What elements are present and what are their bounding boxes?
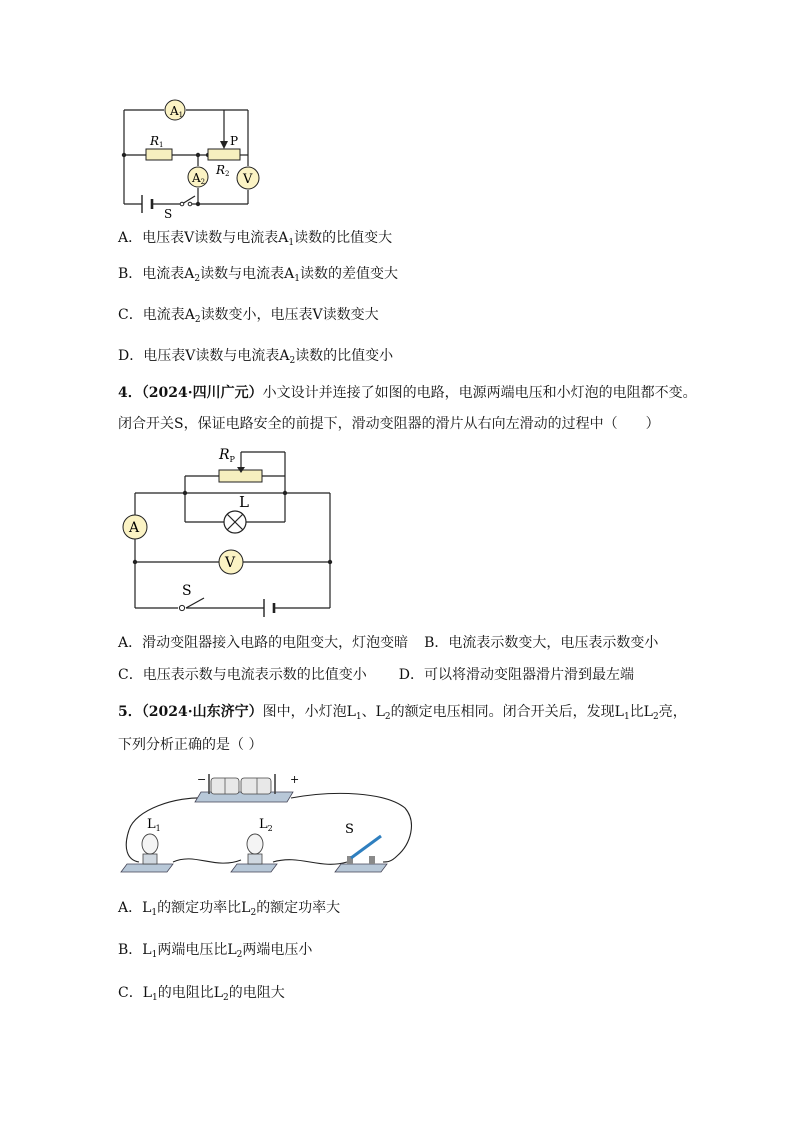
q3-option-b: B．电流表$A_2$读数与电流表$A_1$读数的差值变大 — [118, 266, 398, 284]
q4-option-d: D．可以将滑动变阻器滑片滑到最左端 — [398, 667, 634, 683]
q5-number: 5． — [118, 704, 142, 720]
q4-option-c: C．电压表示数与电流表示数的比值变小 — [118, 667, 367, 683]
q3-r1-label: R1 — [150, 134, 164, 149]
q5-source: （2024·山东济宁） — [141, 704, 263, 720]
q5-stem-line1: 5．（2024·山东济宁）图中，小灯泡$L_1$、$L_2$的额定电压相同。闭合开关后，发现$L_1$比$L_2$亮， — [118, 704, 687, 722]
q3-s-label: S — [164, 207, 173, 221]
q4-stem-line1: 4．（2024·四川广元）小文设计并连接了如图的电路，电源两端电压和小灯泡的电阻都不变。 — [118, 385, 697, 401]
q3-option-c: C．电流表$A_2$读数变小，电压表V读数变大 — [118, 307, 379, 325]
q4-source: （2024·四川广元） — [141, 385, 263, 401]
q4-option-b: B．电流表示数变大，电压表示数变小 — [424, 635, 659, 651]
q3-a2-label: A2 — [192, 171, 206, 186]
q3-v-label: V — [243, 172, 253, 187]
q3-a1-label: A1 — [170, 104, 184, 119]
q4-option-c-d — [118, 665, 634, 685]
q4-s-label: S — [182, 583, 192, 599]
q5-option-c: C．$L_1$的电阻比$L_2$的电阻大 — [118, 985, 285, 1003]
q3-option-a: A．电压表V读数与电流表$A_1$读数的比值变大 — [118, 230, 393, 248]
q3-r2-label: R2 — [216, 163, 230, 178]
q3-circuit-diagram — [110, 92, 280, 222]
q3-p-label: P — [230, 134, 239, 148]
q4-option-a: A．滑动变阻器接入电路的电阻变大，灯泡变暗 — [118, 635, 409, 651]
q4-a-label: A — [129, 520, 140, 536]
q5-l1-label: $L_1$ — [147, 817, 161, 833]
q4-number: 4． — [118, 385, 142, 401]
q4-stem-line2: 闭合开关S，保证电路安全的前提下，滑动变阻器的滑片从右向左滑动的过程中（ ） — [118, 416, 660, 432]
q4-v-label: V — [225, 555, 236, 571]
q5-circuit-picture — [115, 770, 415, 880]
q4-l-label: L — [239, 493, 249, 511]
q4-option-a-b — [118, 633, 658, 653]
q3-option-d: D．电压表V读数与电流表$A_2$读数的比值变小 — [118, 348, 394, 366]
q5-stem-line2: 下列分析正确的是（ ） — [118, 737, 263, 753]
q5-s-label: S — [345, 822, 354, 837]
q5-plus-label: + — [290, 773, 300, 786]
q4-circuit-diagram — [118, 440, 338, 618]
q5-option-b: B．$L_1$两端电压比$L_2$两端电压小 — [118, 942, 313, 960]
q5-minus-label: − — [197, 773, 207, 786]
q5-l2-label: $L_2$ — [259, 817, 273, 833]
q5-option-a: A．$L_1$的额定功率比$L_2$的额定功率大 — [118, 900, 341, 918]
q4-rp-label: $R_P$ — [219, 447, 235, 464]
